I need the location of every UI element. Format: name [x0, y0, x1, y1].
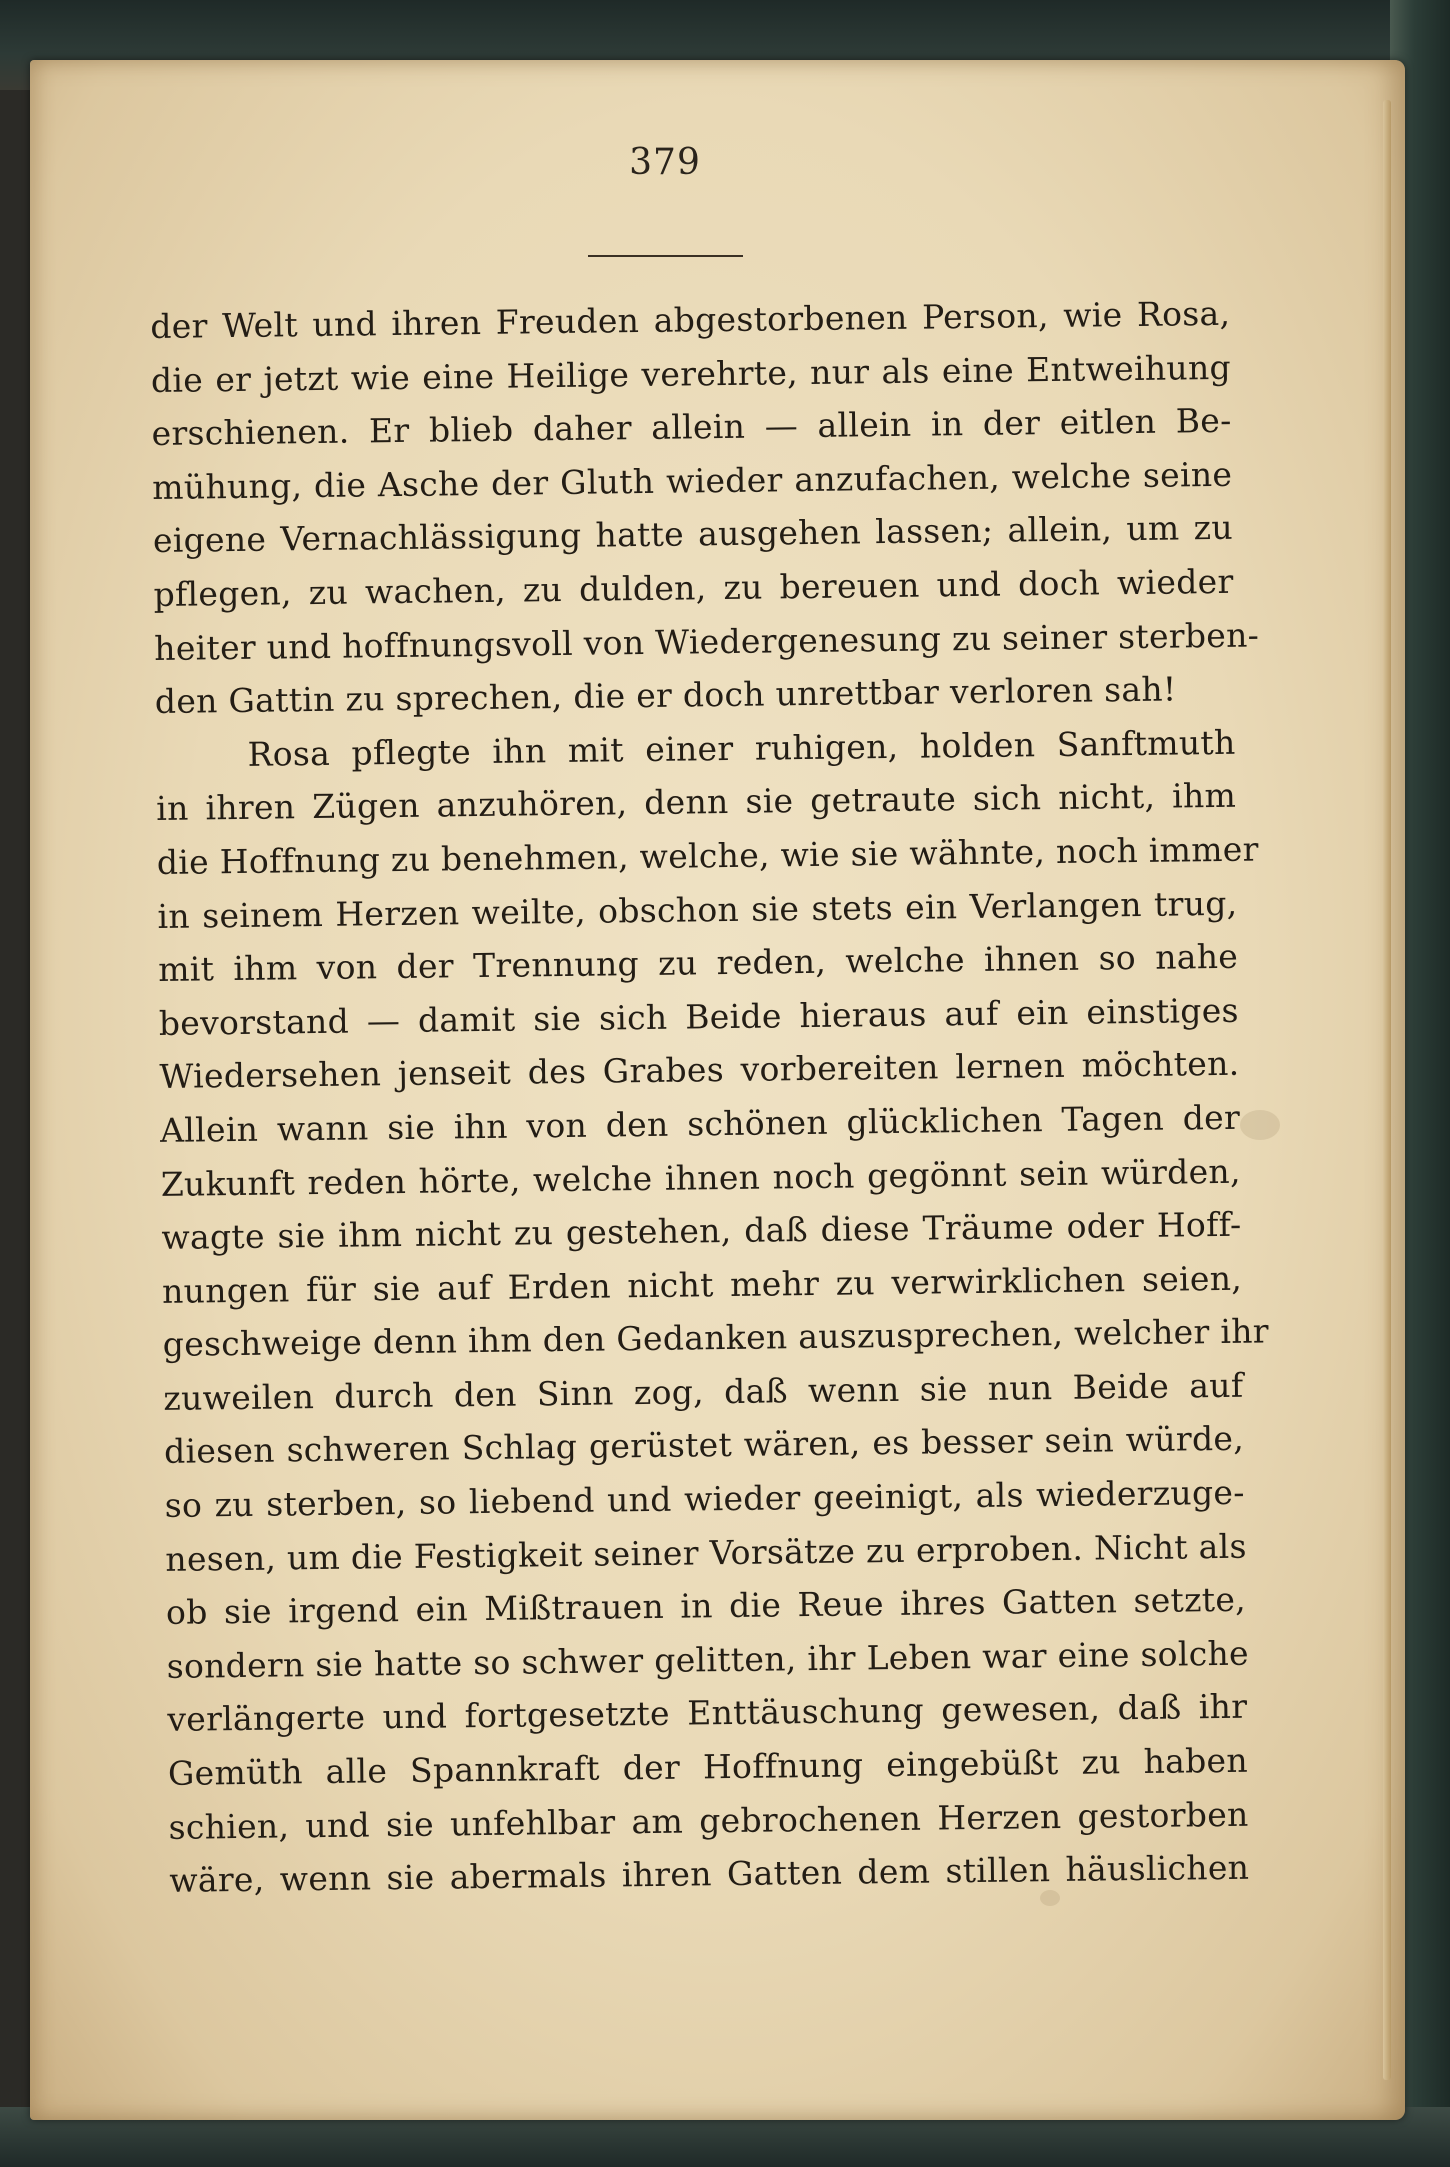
- text-line: sondern sie hatte so schwer gelitten, ihr Leben war eine solche: [166, 1633, 1250, 1686]
- paper-stain: [1240, 1110, 1280, 1140]
- text-line: der Welt und ihren Freuden abgestorbenen Person, wie Rosa,: [150, 293, 1231, 346]
- body-text: [150, 287, 1270, 1908]
- text-line: heiter und hoffnungsvoll von Wiedergenesung zu seiner sterben-: [154, 615, 1260, 668]
- text-line: zuweilen durch den Sinn zog, daß wenn sie nun Beide auf: [163, 1365, 1244, 1418]
- text-line: geschweige denn ihm den Gedanken auszusprechen, welcher ihr: [162, 1311, 1270, 1365]
- page-number-rule: [588, 255, 743, 257]
- text-line: in ihren Zügen anzuhören, denn sie getraute sich nicht, ihm: [155, 776, 1237, 829]
- text-line: in seinem Herzen weilte, obschon sie stets ein Verlangen trug,: [157, 883, 1238, 936]
- text-line: verlängerte und fortgesetzte Enttäuschung gewesen, daß ihr: [167, 1687, 1248, 1740]
- text-line: wagte sie ihm nicht zu gestehen, daß diese Träume oder Hoff-: [161, 1204, 1242, 1258]
- text-line: nesen, um die Festigkeit seiner Vorsätze zu erproben. Nicht als: [165, 1526, 1247, 1579]
- text-line: so zu sterben, so liebend und wieder geeinigt, als wiederzuge-: [164, 1472, 1245, 1525]
- text-line: bevorstand — damit sie sich Beide hieraus auf ein einstiges: [158, 990, 1239, 1043]
- text-line: erschienen. Er blieb daher allein — allein in der eitlen Be-: [151, 400, 1232, 454]
- text-line: pflegen, zu wachen, zu dulden, zu bereuen und doch wieder: [153, 561, 1234, 614]
- text-line: eigene Vernachlässigung hatte ausgehen lassen; allein, um zu: [152, 508, 1234, 561]
- paragraph-start-line: Rosa pflegte ihn mit einer ruhigen, holden Sanftmuth: [247, 722, 1236, 774]
- text-line: Gemüth alle Spannkraft der Hoffnung eingebüßt zu haben: [167, 1740, 1249, 1793]
- text-line: diesen schweren Schlag gerüstet wären, es besser sein würde,: [163, 1419, 1245, 1472]
- text-line: den Gattin zu sprechen, die er doch unrettbar verloren sah!: [154, 669, 1177, 722]
- text-line: Wiedersehen jenseit des Grabes vorbereiten lernen möchten.: [159, 1044, 1240, 1097]
- text-line: die Hoffnung zu benehmen, welche, wie sie wähnte, noch immer: [156, 829, 1259, 882]
- page-number: 379: [629, 142, 701, 183]
- text-line: mit ihm von der Trennung zu reden, welche ihnen so nahe: [157, 936, 1239, 990]
- text-line: nungen für sie auf Erden nicht mehr zu verwirklichen seien,: [161, 1258, 1243, 1311]
- text-line: ob sie irgend ein Mißtrauen in die Reue ihres Gatten setzte,: [165, 1579, 1247, 1633]
- text-line: die er jetzt wie eine Heilige verehrte, nur als eine Entweihung: [150, 347, 1232, 400]
- page-edge: [1383, 100, 1391, 2080]
- text-line: Allein wann sie ihn von den schönen glücklichen Tagen der: [159, 1097, 1241, 1150]
- text-line: wäre, wenn sie abermals ihren Gatten dem stillen häuslichen: [169, 1847, 1250, 1901]
- text-line: schien, und sie unfehlbar am gebrochenen Herzen gestorben: [168, 1794, 1249, 1847]
- text-line: mühung, die Asche der Gluth wieder anzufachen, welche seine: [152, 454, 1233, 507]
- text-line: Zukunft reden hörte, welche ihnen noch gegönnt sein würden,: [160, 1151, 1241, 1204]
